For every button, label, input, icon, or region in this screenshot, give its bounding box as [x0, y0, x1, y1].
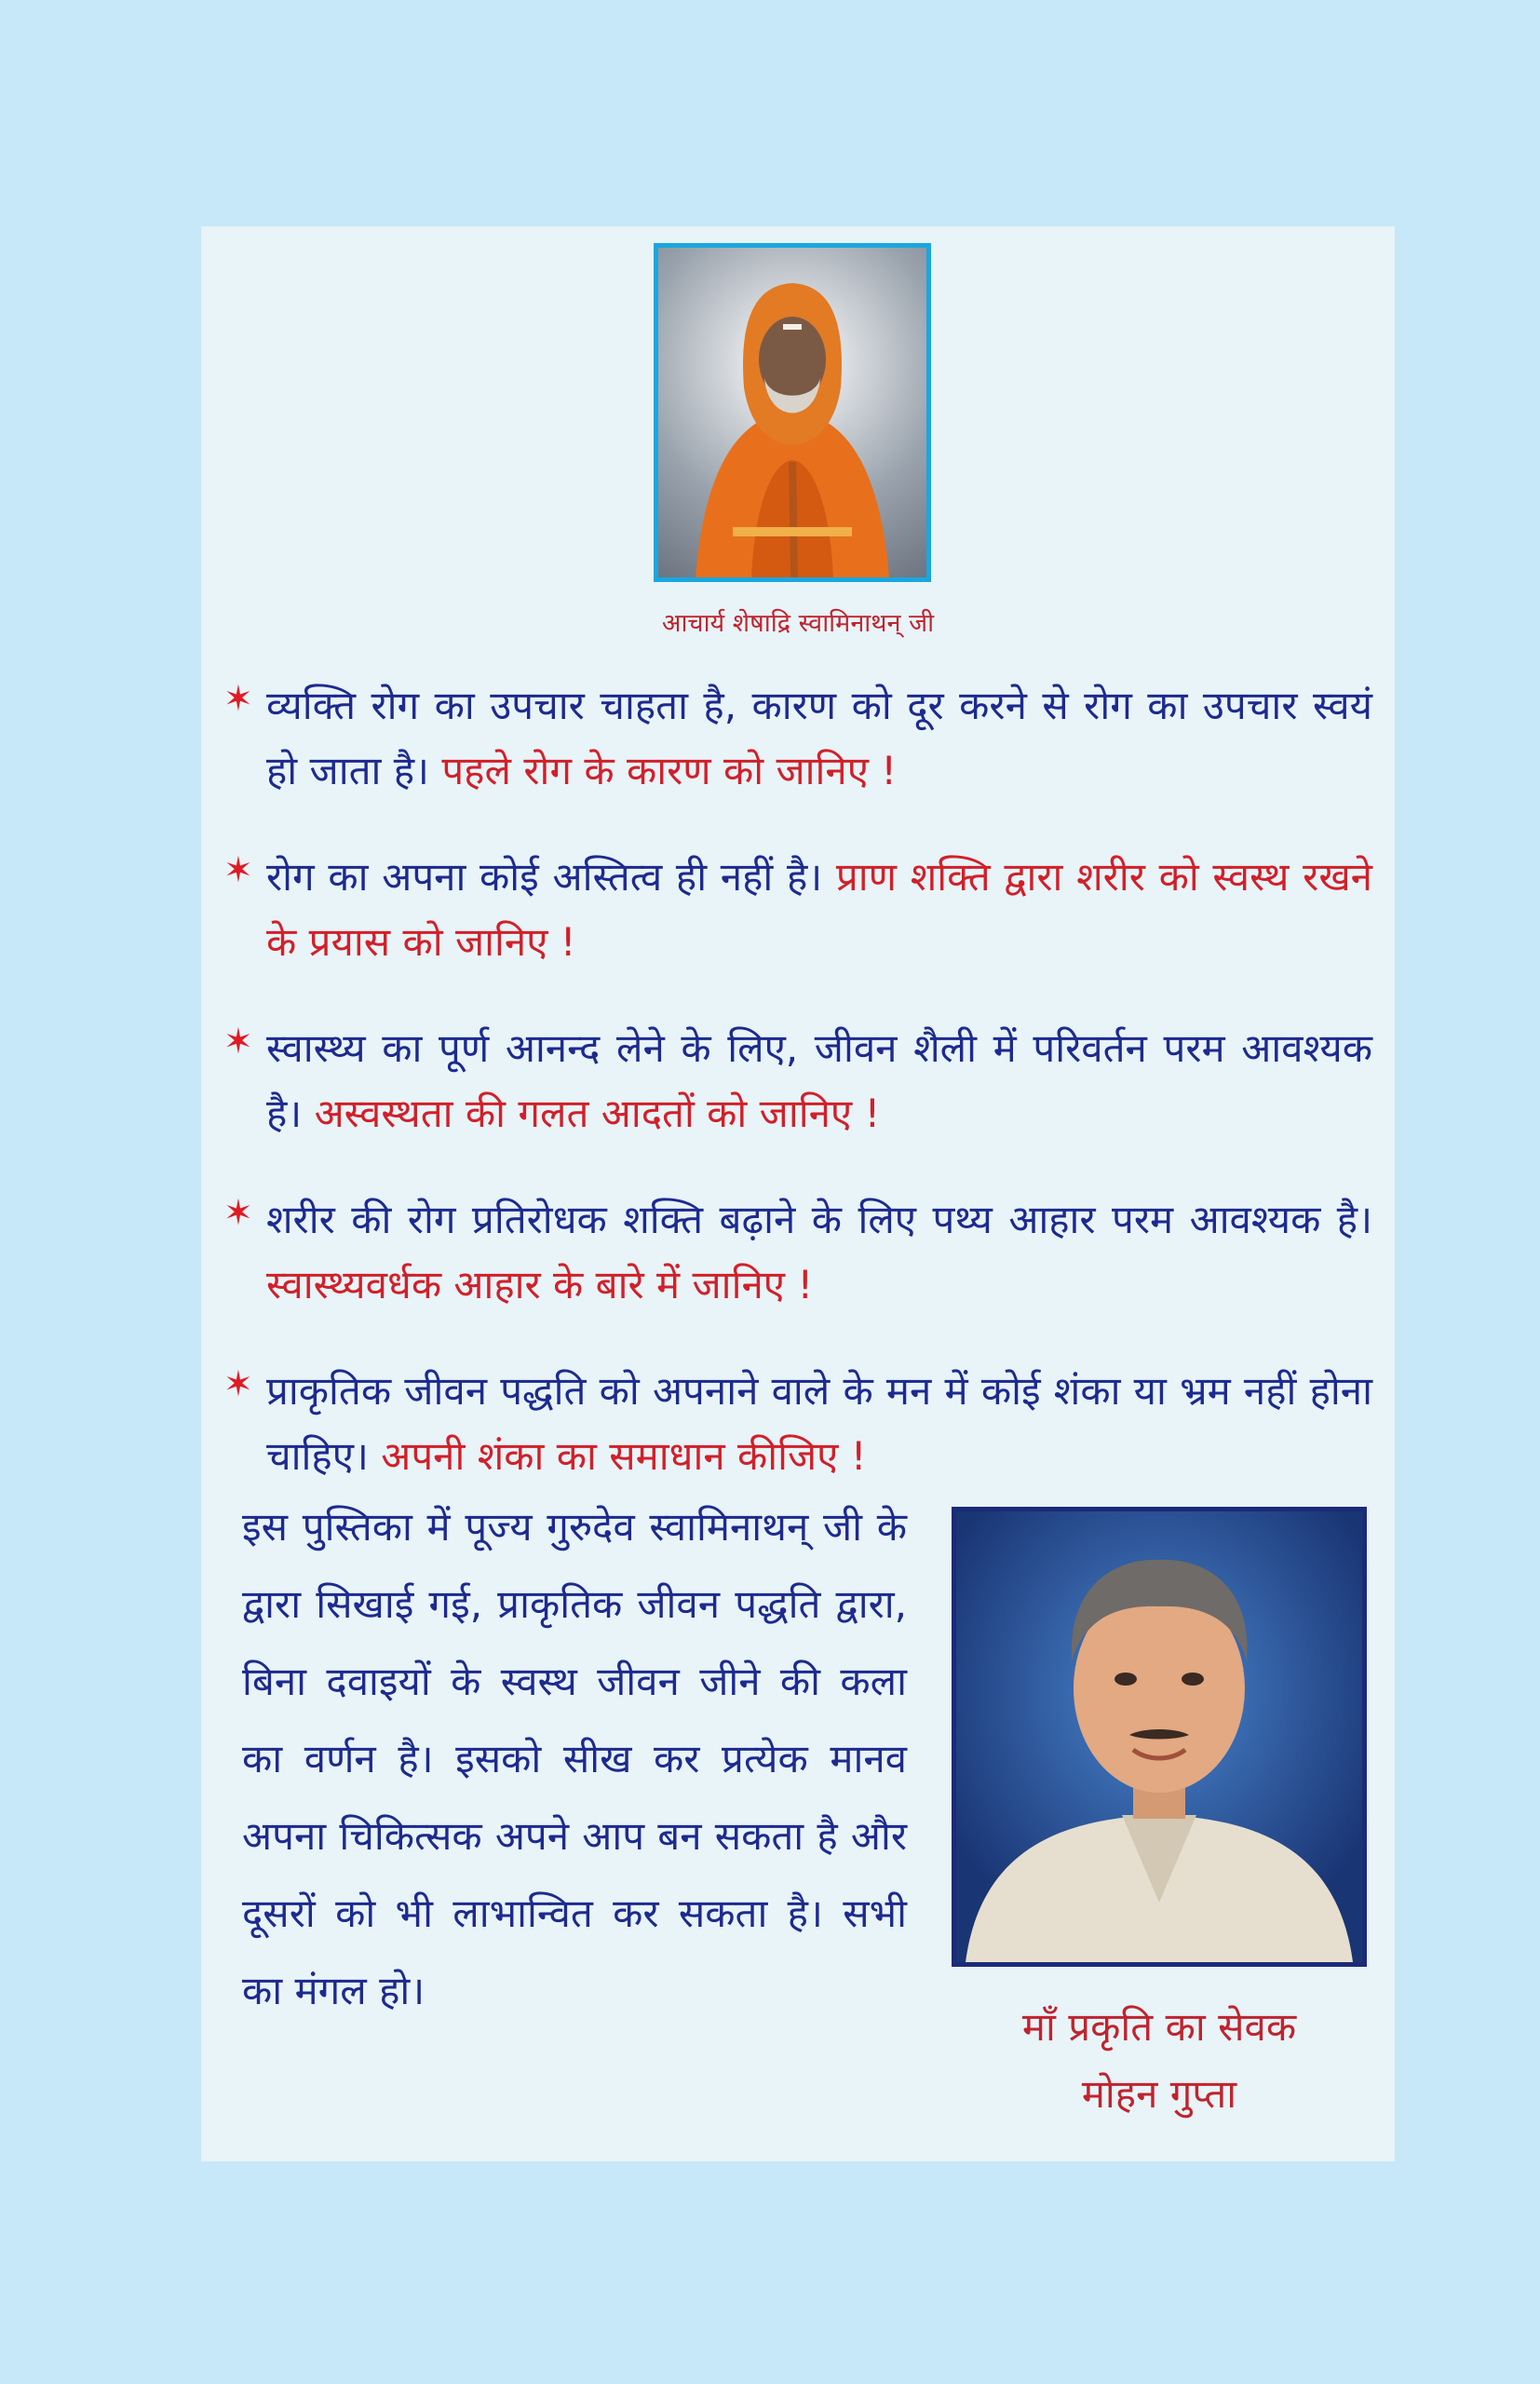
acharya-caption: आचार्य शेषाद्रि स्वामिनाथन् जी [661, 609, 935, 638]
key-point: ✶ व्यक्ति रोग का उपचार चाहता है, कारण को दूर करने से रोग का उपचार स्वयं हो जाता है। पहले रोग के कारण को जानिए ! [223, 678, 1372, 793]
acharya-portrait [654, 243, 931, 582]
author-title: माँ प्रकृति का सेवक [1021, 2004, 1297, 2050]
star-icon: ✶ [223, 849, 253, 890]
key-point: ✶ प्राकृतिक जीवन पद्धति को अपनाने वाले के मन में कोई शंका या भ्रम नहीं होना चाहिए। अपनी शंका का समाधान कीजिए ! [223, 1363, 1372, 1479]
key-point: ✶ शरीर की रोग प्रतिरोधक शक्ति बढ़ाने के लिए पथ्य आहार परम आवश्यक है। स्वास्थ्यवर्धक आहार के बारे में जानिए ! [223, 1192, 1372, 1307]
star-icon: ✶ [223, 1192, 253, 1233]
star-icon: ✶ [223, 678, 253, 719]
author-signature [952, 1994, 1367, 2128]
intro-paragraph: इस पुस्तिका में पूज्य गुरुदेव स्वामिनाथन् जी के द्वारा सिखाई गई, प्राकृतिक जीवन पद्धति द्वारा, बिना दवाइयों के स्वस्थ जीवन जीने की कला का वर्णन है। इसको सीख कर प्रत्येक मानव अपना चिकित्सक अपने आप बन सकता है और दूसरों को भी लाभान्वित कर सकता है। सभी का मंगल हो। [242, 1504, 907, 2013]
star-icon: ✶ [223, 1021, 253, 1062]
star-icon: ✶ [223, 1363, 253, 1404]
author-portrait [952, 1507, 1367, 1967]
content-panel [201, 226, 1395, 2161]
key-points-list [223, 673, 1372, 1530]
key-point: ✶ स्वास्थ्य का पूर्ण आनन्द लेने के लिए, जीवन शैली में परिवर्तन परम आवश्यक है। अस्वस्थता की गलत आदतों को जानिए ! [223, 1021, 1372, 1136]
key-point: ✶ रोग का अपना कोई अस्तित्व ही नहीं है। प्राण शक्ति द्वारा शरीर को स्वस्थ रखने के प्रयास को जानिए ! [223, 849, 1372, 965]
author-name: मोहन गुप्ता [1081, 2071, 1237, 2117]
